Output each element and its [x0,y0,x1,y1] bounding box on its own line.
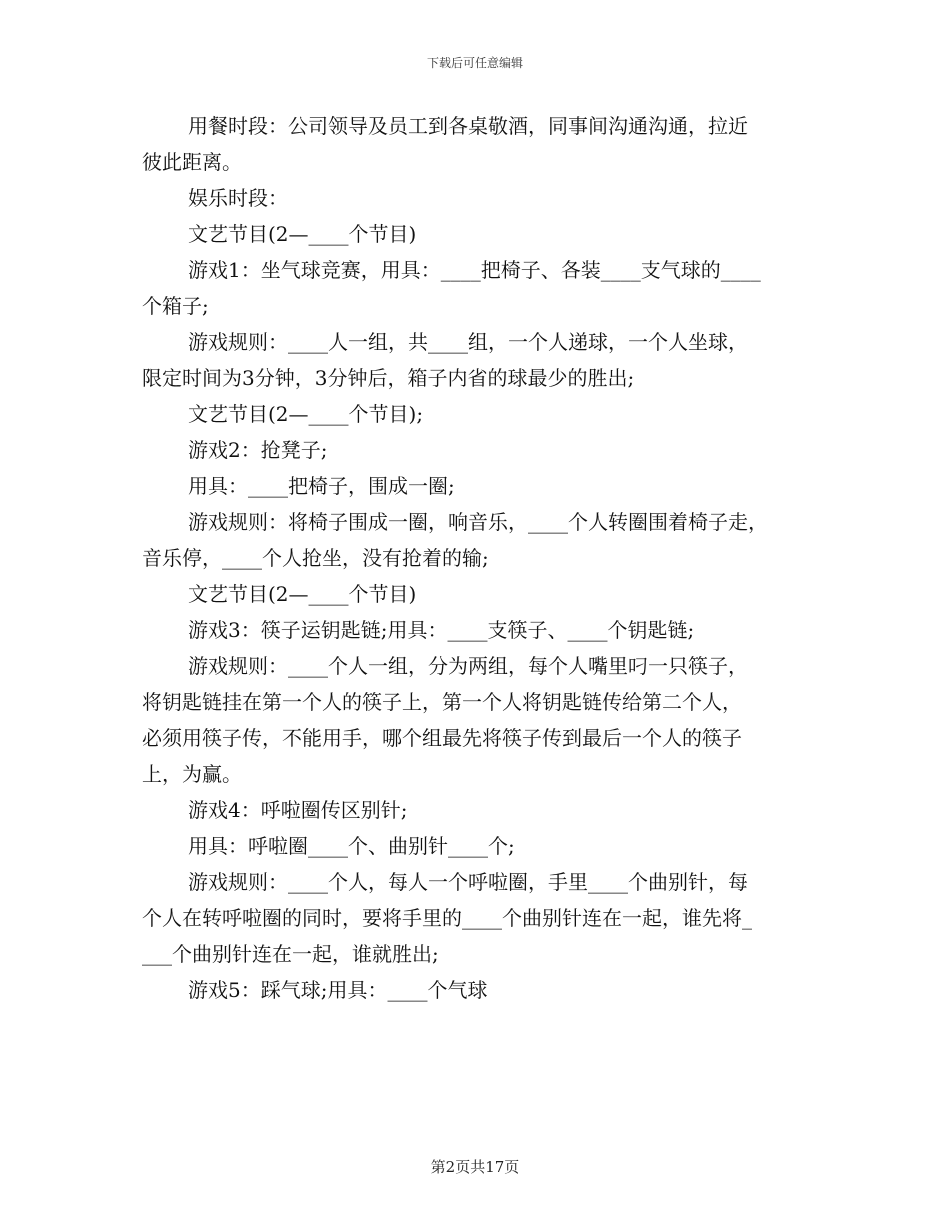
text-line: 游戏4：呼啦圈传区别针; [188,798,408,822]
text-line: 游戏规则：____个人，每人一个呼啦圈，手里____个曲别针，每 [188,870,748,894]
text-line: 必须用筷子传，不能用手，哪个组最先将筷子传到最后一个人的筷子 [142,726,742,750]
page-header: 下载后可任意编辑 [426,56,523,70]
text-line: 游戏1：坐气球竞赛，用具：____把椅子、各装____支气球的____ [188,258,761,282]
text-line: 个箱子; [142,294,209,318]
text-line: 游戏5：踩气球;用具：____个气球 [188,978,488,1002]
text-line: 文艺节目(2—____个节目); [188,402,424,426]
text-line: 游戏3：筷子运钥匙链;用具：____支筷子、____个钥匙链; [188,618,695,642]
document-body [142,108,822,1008]
text-line: 用具：____把椅子，围成一圈; [188,474,455,498]
text-line: 游戏规则：____个人一组，分为两组，每个人嘴里叼一只筷子， [188,654,748,678]
page-number: 第2页共17页 [430,1158,520,1176]
text-line: 游戏2：抢凳子; [188,438,328,462]
text-line: 娱乐时段： [188,186,288,210]
text-line: 上，为赢。 [142,762,242,786]
text-line: 用餐时段：公司领导及员工到各桌敬酒，同事间沟通沟通，拉近 [188,114,748,138]
text-line: ___个曲别针连在一起，谁就胜出; [142,942,439,966]
text-line: 限定时间为3分钟，3分钟后，箱子内省的球最少的胜出; [142,366,635,390]
text-line: 文艺节目(2—____个节目) [188,222,417,246]
text-line: 用具：呼啦圈____个、曲别针____个; [188,834,515,858]
text-line: 音乐停，____个人抢坐，没有抢着的输; [142,546,489,570]
text-line: 彼此距离。 [142,150,242,174]
text-line: 个人在转呼啦圈的同时，要将手里的____个曲别针连在一起，谁先将_ [142,906,752,930]
text-line: 游戏规则：将椅子围成一圈，响音乐，____个人转圈围着椅子走， [188,510,768,534]
text-line: 文艺节目(2—____个节目) [188,582,417,606]
text-line: 游戏规则：____人一组，共____组，一个人递球，一个人坐球， [188,330,748,354]
text-line: 将钥匙链挂在第一个人的筷子上，第一个人将钥匙链传给第二个人， [142,690,742,714]
